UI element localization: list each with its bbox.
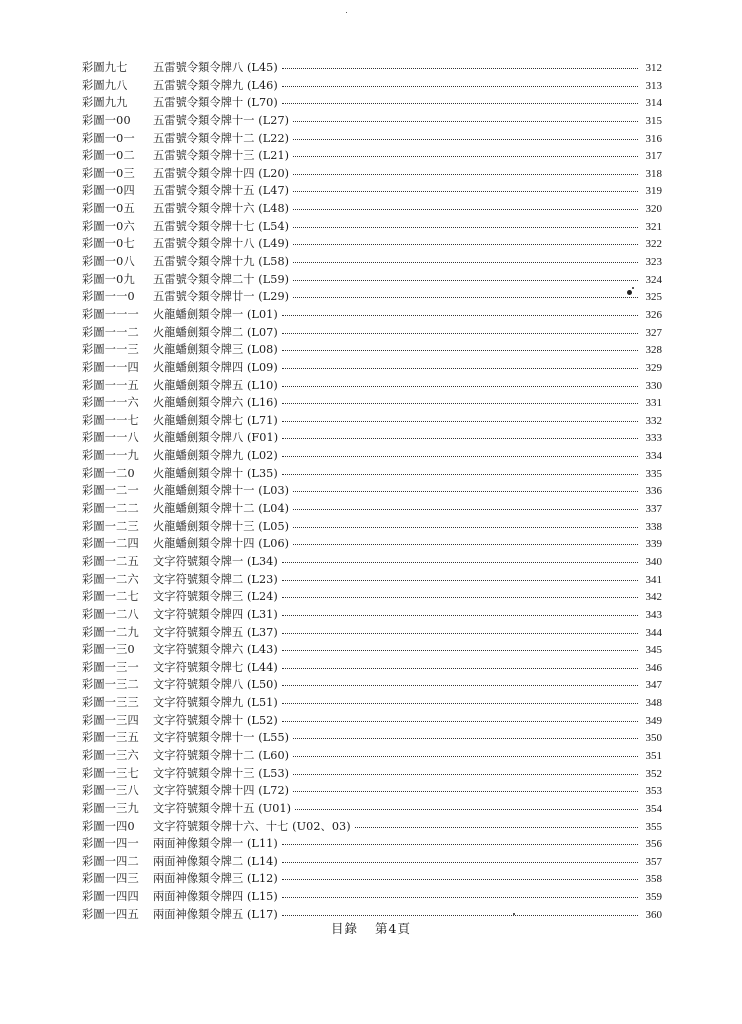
dot-leader	[282, 86, 638, 87]
figure-title: 五雷號令類令牌十二 (L22)	[153, 131, 290, 145]
page-number: 332	[645, 414, 662, 427]
page-number: 347	[645, 679, 662, 692]
page-number: 319	[645, 185, 662, 198]
page-number: 359	[645, 891, 662, 904]
figure-number: 彩圖一一五	[82, 378, 139, 392]
dot-leader	[282, 68, 638, 69]
dot-leader	[282, 668, 638, 669]
page-number: 344	[645, 626, 662, 639]
dot-leader	[282, 580, 638, 581]
figure-number: 彩圖一三六	[82, 748, 139, 762]
toc-entry	[82, 553, 662, 571]
page-number: 337	[645, 503, 662, 516]
figure-title: 文字符號類令牌八 (L50)	[153, 678, 278, 692]
toc-entry	[82, 182, 662, 200]
dot-leader	[282, 862, 638, 863]
toc-entry	[82, 306, 662, 324]
figure-title: 文字符號類令牌六 (L43)	[153, 643, 278, 657]
scan-speck	[513, 913, 515, 915]
page-number: 358	[645, 873, 662, 886]
figure-title: 文字符號類令牌十六、十七 (U02、03)	[153, 819, 351, 833]
figure-title: 五雷號令類令牌十九 (L58)	[153, 255, 290, 269]
toc-entry	[82, 782, 662, 800]
figure-number: 彩圖一二七	[82, 590, 139, 604]
page-number: 322	[645, 238, 662, 251]
toc-entry	[82, 500, 662, 518]
dot-leader	[293, 262, 638, 263]
dot-leader	[293, 756, 638, 757]
figure-title: 五雷號令類令牌十 (L70)	[153, 96, 278, 110]
scan-speck	[632, 287, 634, 289]
dot-leader	[293, 774, 638, 775]
figure-number: 彩圖一0一	[82, 131, 135, 145]
toc-entry	[82, 235, 662, 253]
figure-number: 彩圖一二八	[82, 607, 139, 621]
dot-leader	[293, 544, 638, 545]
dot-leader	[282, 897, 638, 898]
page-number: 338	[645, 520, 662, 533]
toc-entry	[82, 253, 662, 271]
figure-number: 彩圖九八	[82, 78, 128, 92]
page-number: 312	[645, 62, 662, 74]
dot-leader	[282, 456, 638, 457]
toc-entry	[82, 77, 662, 95]
figure-title: 五雷號令類令牌十五 (L47)	[153, 184, 290, 198]
figure-number: 彩圖一一八	[82, 431, 139, 445]
page-number: 318	[645, 167, 662, 180]
toc-entry	[82, 747, 662, 765]
figure-number: 彩圖一二五	[82, 554, 139, 568]
figure-title: 文字符號類令牌九 (L51)	[153, 696, 278, 710]
toc-entry	[82, 482, 662, 500]
figure-title: 文字符號類令牌十二 (L60)	[153, 748, 290, 762]
figure-title: 火龍蟠劍類令牌十一 (L03)	[153, 484, 290, 498]
toc-entry	[82, 606, 662, 624]
figure-title: 兩面神像類令牌五 (L17)	[153, 907, 278, 921]
page-number: 314	[645, 97, 662, 110]
dot-leader	[282, 615, 638, 616]
figure-title: 五雷號令類令牌十一 (L27)	[153, 113, 290, 127]
figure-title: 文字符號類令牌三 (L24)	[153, 590, 278, 604]
dot-leader	[282, 915, 638, 916]
toc-entry	[82, 870, 662, 888]
page-number: 356	[645, 838, 662, 851]
toc-entry	[82, 641, 662, 659]
figure-number: 彩圖一三五	[82, 731, 139, 745]
page-number: 328	[645, 344, 662, 357]
figure-number: 彩圖一四三	[82, 872, 139, 886]
page-number: 326	[645, 308, 662, 321]
toc-entry	[82, 94, 662, 112]
toc-entry	[82, 818, 662, 836]
dot-leader	[282, 650, 638, 651]
dot-leader	[282, 685, 638, 686]
toc-entry	[82, 518, 662, 536]
page-number: 327	[645, 326, 662, 339]
toc-entry	[82, 765, 662, 783]
page-number: 360	[645, 908, 662, 921]
page-number: 339	[645, 538, 662, 551]
figure-number: 彩圖一一六	[82, 396, 139, 410]
figure-number: 彩圖一0九	[82, 272, 135, 286]
figure-title: 火龍蟠劍類令牌三 (L08)	[153, 343, 278, 357]
toc-entry	[82, 147, 662, 165]
toc-entry	[82, 588, 662, 606]
toc-entry	[82, 694, 662, 712]
figure-number: 彩圖一二四	[82, 537, 139, 551]
dot-leader	[293, 121, 638, 122]
figure-title: 文字符號類令牌十四 (L72)	[153, 784, 290, 798]
figure-title: 文字符號類令牌一 (L34)	[153, 554, 278, 568]
toc-entry	[82, 394, 662, 412]
figure-number: 彩圖一三三	[82, 696, 139, 710]
figure-number: 彩圖一二六	[82, 572, 139, 586]
figure-number: 彩圖一四二	[82, 854, 139, 868]
figure-title: 火龍蟠劍類令牌六 (L16)	[153, 396, 278, 410]
scan-speck	[346, 12, 347, 13]
figure-title: 火龍蟠劍類令牌九 (L02)	[153, 449, 278, 463]
toc-entry	[82, 377, 662, 395]
page-number: 316	[645, 132, 662, 145]
figure-title: 火龍蟠劍類令牌四 (L09)	[153, 360, 278, 374]
toc-entry	[82, 359, 662, 377]
dot-leader	[293, 297, 638, 298]
dot-leader	[293, 156, 638, 157]
page-number: 320	[645, 203, 662, 216]
dot-leader	[282, 597, 638, 598]
figure-number: 彩圖一四一	[82, 837, 139, 851]
dot-leader	[293, 244, 638, 245]
scan-speck	[627, 290, 632, 295]
figure-number: 彩圖一一三	[82, 343, 139, 357]
page-number: 331	[645, 397, 662, 410]
dot-leader	[293, 509, 638, 510]
figure-number: 彩圖一一七	[82, 413, 139, 427]
figure-number: 彩圖一0七	[82, 237, 135, 251]
figure-title: 文字符號類令牌四 (L31)	[153, 607, 278, 621]
footer-page-label: 第4頁	[375, 921, 411, 936]
page-number: 330	[645, 379, 662, 392]
figure-title: 兩面神像類令牌四 (L15)	[153, 890, 278, 904]
toc-entry	[82, 535, 662, 553]
figure-title: 文字符號類令牌五 (L37)	[153, 625, 278, 639]
figure-number: 彩圖一一九	[82, 449, 139, 463]
page-number: 329	[645, 361, 662, 374]
figure-number: 彩圖一一一	[82, 307, 139, 321]
dot-leader	[282, 721, 638, 722]
toc-entry	[82, 712, 662, 730]
figure-number: 彩圖一一四	[82, 360, 139, 374]
figure-number: 彩圖一二三	[82, 519, 139, 533]
page-number: 315	[645, 114, 662, 127]
dot-leader	[282, 350, 638, 351]
figure-title: 五雷號令類令牌十四 (L20)	[153, 166, 290, 180]
figure-number: 彩圖一00	[82, 113, 131, 127]
figure-number: 彩圖一四五	[82, 907, 139, 921]
figure-number: 彩圖一四四	[82, 890, 139, 904]
figure-number: 彩圖一0三	[82, 166, 135, 180]
dot-leader	[293, 527, 638, 528]
dot-leader	[282, 421, 638, 422]
page-number: 342	[645, 591, 662, 604]
toc-entry	[82, 165, 662, 183]
figure-title: 五雷號令類令牌二十 (L59)	[153, 272, 290, 286]
toc-entry	[82, 853, 662, 871]
figure-number: 彩圖一二0	[82, 466, 135, 480]
dot-leader	[282, 703, 638, 704]
figure-title: 五雷號令類令牌十六 (L48)	[153, 202, 290, 216]
page-number: 348	[645, 697, 662, 710]
figure-title: 兩面神像類令牌二 (L14)	[153, 854, 278, 868]
page-number: 323	[645, 256, 662, 269]
toc-entry	[82, 412, 662, 430]
dot-leader	[282, 474, 638, 475]
page-number: 353	[645, 785, 662, 798]
dot-leader	[282, 386, 638, 387]
figure-number: 彩圖一0二	[82, 149, 135, 163]
figure-title: 火龍蟠劍類令牌八 (F01)	[153, 431, 279, 445]
figure-number: 彩圖九七	[82, 61, 128, 74]
toc-entry	[82, 341, 662, 359]
toc-entry	[82, 465, 662, 483]
toc-entry	[82, 130, 662, 148]
dot-leader	[282, 315, 638, 316]
figure-title: 文字符號類令牌七 (L44)	[153, 660, 278, 674]
dot-leader	[282, 438, 638, 439]
page-number: 345	[645, 644, 662, 657]
page-footer	[0, 919, 742, 937]
figure-title: 兩面神像類令牌一 (L11)	[153, 837, 278, 851]
dot-leader	[293, 280, 638, 281]
page-number: 325	[645, 291, 662, 304]
toc-entry	[82, 888, 662, 906]
toc-entry	[82, 218, 662, 236]
page-number: 321	[645, 220, 662, 233]
dot-leader	[282, 879, 638, 880]
figure-number: 彩圖一0五	[82, 202, 135, 216]
figure-title: 文字符號類令牌十一 (L55)	[153, 731, 290, 745]
figure-title: 五雷號令類令牌八 (L45)	[153, 61, 278, 74]
toc-entry	[82, 112, 662, 130]
page-number: 324	[645, 273, 662, 286]
dot-leader	[293, 191, 638, 192]
toc-entry	[82, 429, 662, 447]
toc-entry	[82, 324, 662, 342]
toc-entry	[82, 288, 662, 306]
figure-number: 彩圖一二一	[82, 484, 139, 498]
toc-entry	[82, 800, 662, 818]
figure-number: 彩圖一一二	[82, 325, 139, 339]
toc-entry	[82, 729, 662, 747]
dot-leader	[293, 139, 638, 140]
page-number: 341	[645, 573, 662, 586]
figure-title: 文字符號類令牌十五 (U01)	[153, 801, 292, 815]
dot-leader	[293, 491, 638, 492]
figure-title: 火龍蟠劍類令牌十三 (L05)	[153, 519, 290, 533]
page-number: 357	[645, 855, 662, 868]
figure-title: 文字符號類令牌二 (L23)	[153, 572, 278, 586]
figure-title: 五雷號令類令牌十三 (L21)	[153, 149, 290, 163]
toc-entry	[82, 571, 662, 589]
figure-number: 彩圖一一0	[82, 290, 135, 304]
dot-leader	[282, 103, 638, 104]
toc-entry	[82, 676, 662, 694]
figure-number: 彩圖一三八	[82, 784, 139, 798]
toc-entry	[82, 271, 662, 289]
figure-number: 彩圖一三0	[82, 643, 135, 657]
dot-leader	[293, 738, 638, 739]
figure-title: 火龍蟠劍類令牌十 (L35)	[153, 466, 278, 480]
page-number: 313	[645, 79, 662, 92]
figure-number: 彩圖一四0	[82, 819, 135, 833]
dot-leader	[282, 368, 638, 369]
dot-leader	[293, 174, 638, 175]
figure-title: 文字符號類令牌十三 (L53)	[153, 766, 290, 780]
page-number: 336	[645, 485, 662, 498]
figure-title: 文字符號類令牌十 (L52)	[153, 713, 278, 727]
figure-title: 火龍蟠劍類令牌七 (L71)	[153, 413, 278, 427]
dot-leader	[293, 791, 638, 792]
figure-title: 火龍蟠劍類令牌二 (L07)	[153, 325, 278, 339]
dot-leader	[282, 633, 638, 634]
figure-title: 兩面神像類令牌三 (L12)	[153, 872, 278, 886]
dot-leader	[282, 844, 638, 845]
figure-number: 彩圖一三四	[82, 713, 139, 727]
figure-number: 彩圖一三一	[82, 660, 139, 674]
dot-leader	[355, 827, 638, 828]
toc-entry	[82, 59, 662, 77]
dot-leader	[282, 403, 638, 404]
figure-number: 彩圖一二二	[82, 502, 139, 516]
table-of-contents	[82, 59, 662, 923]
dot-leader	[295, 809, 638, 810]
figure-number: 彩圖一三二	[82, 678, 139, 692]
figure-title: 五雷號令類令牌九 (L46)	[153, 78, 278, 92]
figure-title: 火龍蟠劍類令牌一 (L01)	[153, 307, 278, 321]
page-number: 351	[645, 749, 662, 762]
figure-title: 五雷號令類令牌十七 (L54)	[153, 219, 290, 233]
toc-entry	[82, 659, 662, 677]
dot-leader	[293, 227, 638, 228]
page-number: 355	[645, 820, 662, 833]
page-number: 335	[645, 467, 662, 480]
footer-section: 目錄	[331, 921, 359, 936]
toc-entry	[82, 447, 662, 465]
page-number: 340	[645, 555, 662, 568]
page-number: 352	[645, 767, 662, 780]
dot-leader	[282, 562, 638, 563]
figure-number: 彩圖一0六	[82, 219, 135, 233]
figure-number: 彩圖一0四	[82, 184, 135, 198]
figure-number: 彩圖一三九	[82, 801, 139, 815]
figure-title: 火龍蟠劍類令牌十四 (L06)	[153, 537, 290, 551]
figure-number: 彩圖一三七	[82, 766, 139, 780]
page-number: 349	[645, 714, 662, 727]
page-number: 333	[645, 432, 662, 445]
page-number: 317	[645, 150, 662, 163]
toc-entry	[82, 835, 662, 853]
figure-title: 五雷號令類令牌廿一 (L29)	[153, 290, 290, 304]
figure-number: 彩圖一0八	[82, 255, 135, 269]
toc-entry	[82, 624, 662, 642]
page-number: 343	[645, 608, 662, 621]
dot-leader	[293, 209, 638, 210]
page-number: 334	[645, 450, 662, 463]
figure-title: 火龍蟠劍類令牌十二 (L04)	[153, 502, 290, 516]
figure-number: 彩圖九九	[82, 96, 128, 110]
page-number: 354	[645, 802, 662, 815]
figure-number: 彩圖一二九	[82, 625, 139, 639]
page-number: 346	[645, 661, 662, 674]
figure-title: 五雷號令類令牌十八 (L49)	[153, 237, 290, 251]
dot-leader	[282, 333, 638, 334]
figure-title: 火龍蟠劍類令牌五 (L10)	[153, 378, 278, 392]
page-number: 350	[645, 732, 662, 745]
toc-entry	[82, 200, 662, 218]
